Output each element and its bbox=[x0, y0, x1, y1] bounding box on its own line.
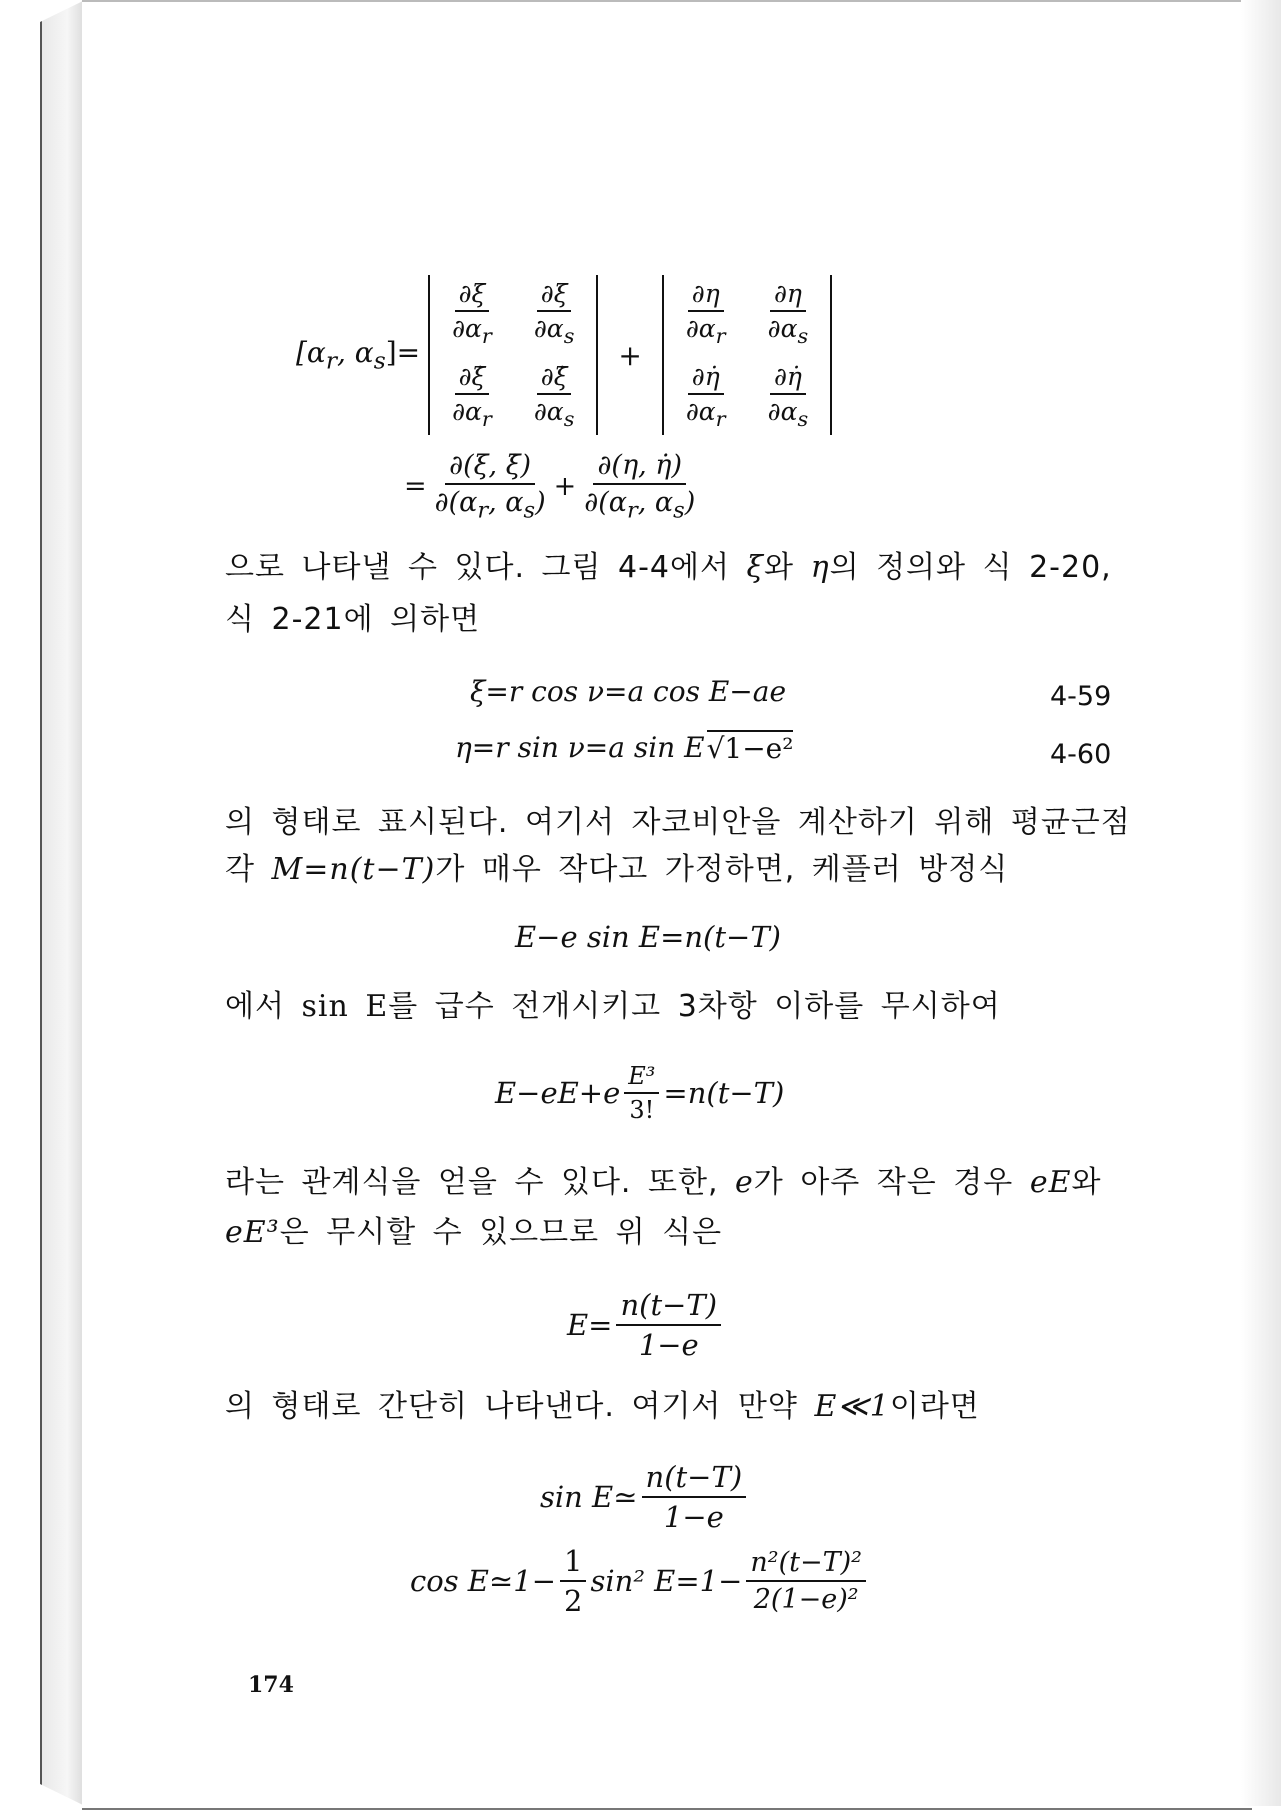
det2-b: $\frac{\partial\eta}{\partial\alpha_s}$ bbox=[767, 279, 809, 348]
book-page bbox=[82, 0, 1252, 1810]
paragraph-4-line-2: eE³은 무시할 수 있으므로 위 식은 bbox=[225, 1215, 723, 1250]
paragraph-2-line-2: 각 M=n(t−T)가 매우 작다고 가정하면, 케플러 방정식 bbox=[225, 852, 1009, 887]
paragraph-1-line-2: 식 2-21에 의하면 bbox=[225, 602, 481, 637]
sub-r: r bbox=[325, 346, 337, 375]
det1-a: $\frac{\partial\xi}{\partial\alpha_r}$ bbox=[452, 279, 492, 348]
sub-s: s bbox=[373, 346, 386, 375]
equation-4-60: η=r sin ν=a sin E √1−e² bbox=[455, 731, 794, 765]
det1-c: $\frac{\partial\xi̇}{\partial\alpha_r}$ bbox=[452, 362, 492, 431]
equation-cosE-approx: cos E≃1− $\frac{1}{2}$ sin² E=1− $\frac{\text{n²(t−T)²}}{\text{2(1−e)²}}$ bbox=[410, 1544, 870, 1618]
jacobian-frac-xi: $\frac{\partial(\xi, \xi̇)}{\partial(\alpha_r, \alpha_s)}$ bbox=[434, 450, 546, 524]
jacobian-frac-eta: $\frac{\partial(\eta, \etȧ)}{\partial(\alpha_r, \alpha_s)}$ bbox=[584, 450, 696, 524]
plus-sign: + bbox=[618, 338, 642, 372]
equation-series: E−eE+e $\frac{\text{E³}}{3!}$ =n(t−T) bbox=[495, 1062, 785, 1124]
paragraph-4-line-1: 라는 관계식을 얻을 수 있다. 또한, e가 아주 작은 경우 eE와 bbox=[225, 1165, 1102, 1200]
paragraph-5: 의 형태로 간단히 나타낸다. 여기서 만약 E≪1이라면 bbox=[225, 1389, 980, 1424]
det2-d: $\frac{\partial\etȧ}{\partial\alpha_s}$ bbox=[767, 362, 809, 431]
page-edge bbox=[1241, 0, 1281, 1806]
lhs-end: ]= bbox=[385, 335, 421, 369]
paragraph-2-line-1: 의 형태로 표시된다. 여기서 자코비안을 계산하기 위해 평균근점 bbox=[225, 805, 1131, 840]
equation-jacobian-partials bbox=[404, 450, 703, 523]
half-fraction: $\frac{1}{2}$ bbox=[560, 1544, 586, 1618]
det1-d: $\frac{\partial\xi̇}{\partial\alpha_s}$ bbox=[533, 362, 575, 431]
equation-jacobian-determinant bbox=[296, 275, 840, 435]
determinant-xi bbox=[428, 275, 598, 435]
determinant-eta bbox=[662, 275, 832, 435]
sinE-fraction: $\frac{n(t-T)}{1-e}$ bbox=[642, 1460, 747, 1534]
det1-b: $\frac{\partial\xi}{\partial\alpha_s}$ bbox=[533, 279, 575, 348]
paragraph-1-line-1: 으로 나타낼 수 있다. 그림 4-4에서 ξ와 η의 정의와 식 2-20, bbox=[225, 550, 1112, 585]
equation-number-4-60: 4-60 bbox=[1050, 739, 1112, 770]
equals-sign: = bbox=[404, 471, 427, 503]
book-spine bbox=[40, 0, 85, 1806]
paragraph-3: 에서 sin E를 급수 전개시키고 3차항 이하를 무시하여 bbox=[225, 989, 1001, 1024]
equation-sinE-approx: sin E≃ $\frac{n(t-T)}{1-e}$ bbox=[540, 1460, 750, 1534]
cosE-fraction: $\frac{\text{n²(t−T)²}}{\text{2(1−e)²}}$ bbox=[746, 1547, 866, 1615]
lhs-mid: , α bbox=[337, 335, 374, 369]
page-number: 174 bbox=[248, 1672, 294, 1698]
equation-E-approx: E= $\frac{n(t-T)}{1-e}$ bbox=[567, 1288, 725, 1362]
sqrt-term: √1−e² bbox=[706, 732, 794, 765]
det2-c: $\frac{\partial\etȧ}{\partial\alpha_r}$ bbox=[685, 362, 726, 431]
equation-kepler: E−e sin E=n(t−T) bbox=[515, 920, 781, 954]
series-fraction: $\frac{\text{E³}}{3!}$ bbox=[624, 1062, 659, 1124]
E-fraction: $\frac{n(t-T)}{1-e}$ bbox=[616, 1288, 721, 1362]
plus-sign-2: + bbox=[553, 471, 577, 503]
det2-a: $\frac{\partial\eta}{\partial\alpha_r}$ bbox=[685, 279, 726, 348]
equation-number-4-59: 4-59 bbox=[1050, 681, 1112, 712]
lhs-bracket: [α bbox=[296, 335, 326, 369]
equation-4-59: ξ=r cos ν=a cos E−ae bbox=[470, 675, 787, 708]
